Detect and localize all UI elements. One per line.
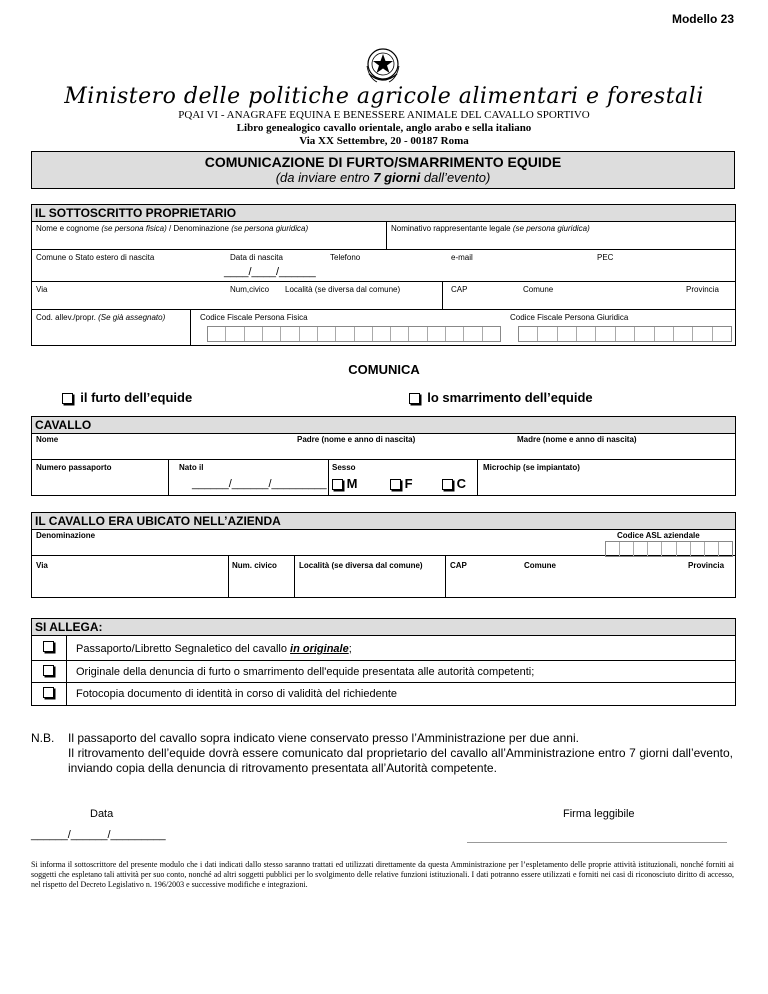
attach-item-1: Passaporto/Libretto Segnaletico del cavallo in originale; xyxy=(76,643,352,655)
sex-c[interactable]: C xyxy=(442,476,466,491)
cap-label: CAP xyxy=(451,285,468,294)
sire-label: Padre (nome e anno di nascita) xyxy=(297,435,416,444)
attach-heading: SI ALLEGA: xyxy=(32,619,735,636)
attach-complaint-checkbox[interactable] xyxy=(43,665,54,676)
farm-via-label: Via xyxy=(36,561,48,570)
model-number: Modello 23 xyxy=(671,12,734,26)
option-furto[interactable]: il furto dell’equide xyxy=(62,390,192,405)
born-label: Nato il xyxy=(179,463,204,472)
cf-giuridica-label: Codice Fiscale Persona Giuridica xyxy=(510,313,629,322)
horse-heading: CAVALLO xyxy=(32,417,735,434)
farm-civic-label: Num. civico xyxy=(232,561,277,570)
attach-item-2: Originale della denuncia di furto o smarrimento dell'equide presentata alle autorità competenti; xyxy=(76,666,535,678)
born-field[interactable]: ______/______/_________ xyxy=(192,478,327,490)
pec-label: PEC xyxy=(597,253,614,262)
sex-m-checkbox[interactable] xyxy=(332,479,343,490)
dam-label: Madre (nome e anno di nascita) xyxy=(517,435,637,444)
header-line3: Via XX Settembre, 20 - 00187 Roma xyxy=(299,135,469,147)
farm-cap-label: CAP xyxy=(450,561,467,570)
privacy-notice: Si informa il sottoscrittore del presente modulo che i dati indicati dallo stesso saranno trattati ed utilizzati direttamente da questa Amministrazione per l’espletamento delle proprie attività istituzionali, nonché forniti ai soggetti che espletano tali attività per suo conto, nonché ad altri soggetti pubblici per lo svolgimento delle relative funzioni istituzionali. I dati potranno essere utilizzati e forniti nei casi di riconosciuto diritto di accesso, nel rispetto del Decreto Legislativo n. 196/2003 e successive modifiche e integrazioni. xyxy=(31,860,734,889)
form-title: COMUNICAZIONE DI FURTO/SMARRIMENTO EQUIDE xyxy=(204,154,562,170)
sex-f-checkbox[interactable] xyxy=(390,479,401,490)
sex-label: Sesso xyxy=(332,463,356,472)
header-line1: PQAI VI - ANAGRAFE EQUINA E BENESSERE ANIMALE DEL CAVALLO SPORTIVO xyxy=(178,109,590,121)
sex-m[interactable]: M xyxy=(332,476,357,491)
cf-giuridica-boxes[interactable] xyxy=(518,326,732,342)
microchip-label: Microchip (se impiantato) xyxy=(483,463,580,472)
farm-provincia-label: Provincia xyxy=(688,561,725,570)
asl-boxes[interactable] xyxy=(605,541,733,557)
nb-prefix: N.B. xyxy=(31,731,55,745)
attach-id-checkbox[interactable] xyxy=(43,687,54,698)
signature-line[interactable] xyxy=(467,842,727,843)
birthdate-label: Data di nascita xyxy=(230,253,283,262)
owner-section xyxy=(31,204,736,346)
farm-name-label: Denominazione xyxy=(36,531,96,540)
option-smarrimento[interactable]: lo smarrimento dell’equide xyxy=(409,390,593,405)
attach-passport-checkbox[interactable] xyxy=(43,641,54,652)
comunica-heading: COMUNICA xyxy=(348,362,420,377)
furto-checkbox[interactable] xyxy=(62,393,73,404)
cf-fisica-label: Codice Fiscale Persona Fisica xyxy=(200,313,308,322)
attach-item-3: Fotocopia documento di identità in corso di validità del richiedente xyxy=(76,688,398,700)
form-title-box xyxy=(31,151,735,189)
nb-text: Il passaporto del cavallo sopra indicato viene conservato presso l’Amministrazione per due anni. Il ritrovamento dell’equide dovrà essere comunicato dal proprietario del cavallo all’Amministrazione entro 7 giorni dall’evento, inviando copia della denuncia di ritrovamento presentata all’Autorità competente. xyxy=(68,731,733,775)
sex-f[interactable]: F xyxy=(390,476,413,491)
cod-allev-label: Cod. allev./propr. (Se già assegnato) xyxy=(36,313,166,322)
date-label: Data xyxy=(90,808,114,820)
legal-rep-label: Nominativo rappresentante legale (se persona giuridica) xyxy=(391,224,590,233)
passport-label: Numero passaporto xyxy=(36,463,112,472)
farm-comune-label: Comune xyxy=(524,561,556,570)
sex-c-checkbox[interactable] xyxy=(442,479,453,490)
comune-label: Comune xyxy=(523,285,554,294)
form-subtitle: (da inviare entro 7 giorni dall’evento) xyxy=(275,170,491,185)
birthdate-field[interactable]: ____/____/______ xyxy=(224,266,316,278)
signature-label: Firma leggibile xyxy=(563,808,635,820)
phone-label: Telefono xyxy=(330,253,361,262)
date-field[interactable]: ______/______/_________ xyxy=(31,829,166,841)
provincia-label: Provincia xyxy=(686,285,719,294)
horse-name-label: Nome xyxy=(36,435,59,444)
farm-locality-label: Località (se diversa dal comune) xyxy=(299,561,423,570)
horse-section xyxy=(31,416,736,496)
locality-label: Località (se diversa dal comune) xyxy=(285,285,401,294)
header-line2: Libro genealogico cavallo orientale, anglo arabo e sella italiano xyxy=(236,122,532,134)
owner-heading: IL SOTTOSCRITTO PROPRIETARIO xyxy=(32,205,735,222)
attach-section xyxy=(31,618,736,706)
farm-heading: IL CAVALLO ERA UBICATO NELL’AZIENDA xyxy=(32,513,735,530)
via-label: Via xyxy=(36,285,48,294)
name-label: Nome e cognome (se persona fisica) / Denominazione (se persona giuridica) xyxy=(36,224,309,233)
smarrimento-checkbox[interactable] xyxy=(409,393,420,404)
cf-fisica-boxes[interactable] xyxy=(207,326,501,342)
ministry-title: Ministero delle politiche agricole alimentari e forestali xyxy=(64,84,704,109)
birthplace-label: Comune o Stato estero di nascita xyxy=(36,253,155,262)
farm-section xyxy=(31,512,736,598)
asl-label: Codice ASL aziendale xyxy=(617,531,700,540)
civic-label: Num,civico xyxy=(230,285,270,294)
email-label: e-mail xyxy=(451,253,473,262)
emblem-icon xyxy=(363,44,403,88)
